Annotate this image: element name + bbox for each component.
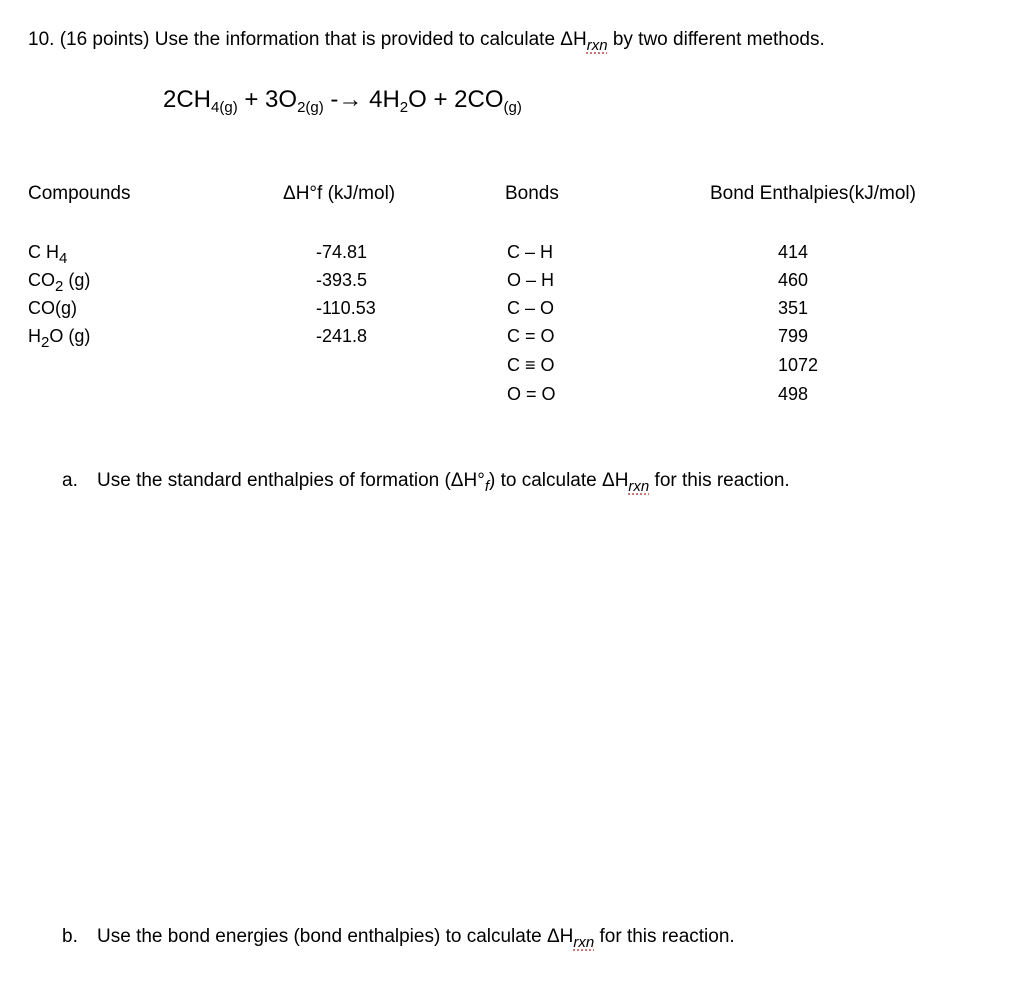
header-bonds: Bonds	[505, 183, 559, 204]
compound-row: C $H_4$	[28, 242, 68, 267]
bond-type: O = O	[507, 384, 556, 404]
dhf-value: -110.53	[316, 298, 376, 318]
dhf-value: -241.8	[316, 326, 368, 346]
bond-type: C – O	[507, 298, 555, 318]
bond-enthalpy-value: 414	[778, 242, 809, 262]
delta-h-symbol: ΔH	[602, 470, 629, 491]
rxn-subscript: rxn	[586, 37, 608, 54]
bond-enthalpy-value: 460	[778, 270, 809, 290]
bond-type: O – H	[507, 270, 555, 290]
bond-enthalpy-value: 799	[778, 326, 809, 346]
delta-h-symbol: ΔH	[546, 926, 574, 947]
part-a-label: a.	[62, 470, 78, 491]
chemical-equation: $2CH_{4(g)} + 3O_{2(g)} -\to 4H_2O + 2CO_{(g)}$	[163, 86, 522, 116]
bond-enthalpy-value: 1072	[778, 355, 819, 375]
part-b-label: b.	[62, 926, 78, 947]
compound-row: $H_2O$ (g)	[28, 326, 91, 351]
bond-type: C = O	[507, 326, 555, 346]
dhf-value: -74.81	[316, 242, 368, 262]
dhf-value: -393.5	[316, 270, 368, 290]
bond-type: C – H	[507, 242, 554, 262]
header-dhf: ΔH°f (kJ/mol)	[283, 183, 396, 204]
question-title: 10. (16 points) Use the information that is provided to calculate $\Delta H_{rxn}$ by two different methods.	[28, 29, 825, 54]
bond-enthalpy-value: 351	[778, 298, 809, 318]
part-b-prompt: b. Use the bond energies (bond enthalpies) to calculate $\Delta H_{rxn}$ for this reaction.	[62, 926, 735, 951]
bond-enthalpy-value: 498	[778, 384, 809, 404]
compound-row: $CO_2$ (g)	[28, 270, 91, 295]
header-bond-enthalpies: Bond Enthalpies(kJ/mol)	[710, 183, 916, 204]
compound-row: CO(g)	[28, 298, 77, 318]
part-a-prompt: a. Use the standard enthalpies of formation $(\Delta H^\circ_f)$ to calculate $\Delta H_{rxn}$ for this reaction.	[62, 470, 790, 495]
bond-type: C ≡ O	[507, 355, 555, 375]
delta-h-symbol: ΔH	[560, 29, 587, 50]
header-compounds: Compounds	[28, 183, 131, 204]
